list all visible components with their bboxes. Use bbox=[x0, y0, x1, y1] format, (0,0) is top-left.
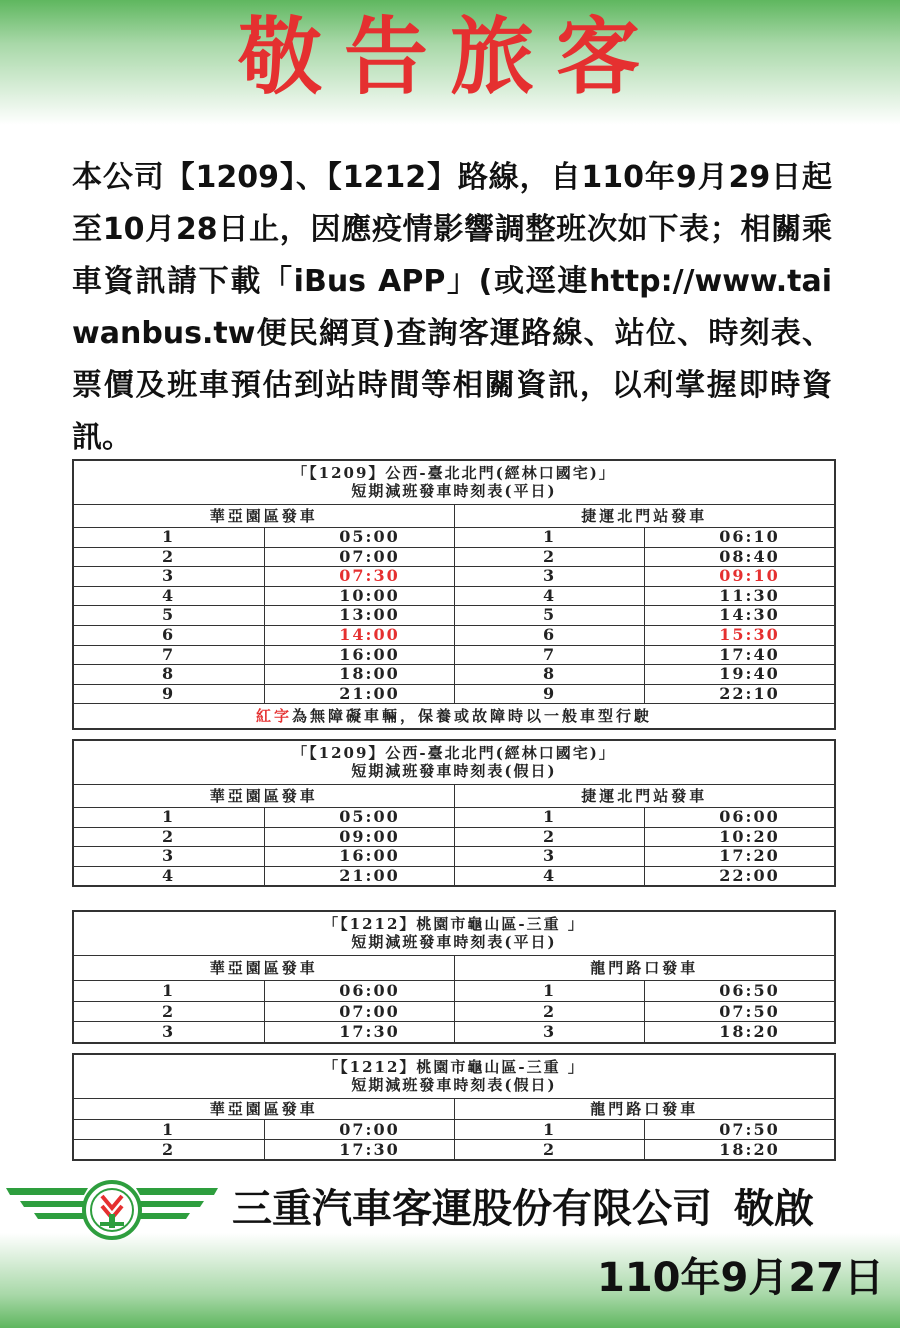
right-departure-time: 14:30 bbox=[644, 606, 834, 625]
left-trip-number: 3 bbox=[162, 566, 176, 586]
schedule-rows bbox=[74, 808, 834, 885]
column-headers bbox=[74, 956, 834, 981]
table-subtitle: 短期減班發車時刻表(平日) bbox=[351, 482, 557, 500]
left-origin-header: 華亞園區發車 bbox=[209, 507, 318, 525]
left-departure-time: 07:00 bbox=[264, 1002, 454, 1022]
right-departure-time: 17:20 bbox=[644, 847, 834, 866]
schedule-row bbox=[74, 1140, 834, 1159]
right-trip-number: 1 bbox=[454, 981, 644, 1001]
left-departure-time: 21:00 bbox=[264, 867, 454, 886]
schedule-row bbox=[74, 626, 834, 646]
left-departure-time: 14:00 bbox=[264, 626, 454, 645]
signoff: 敬啟 bbox=[734, 1186, 814, 1232]
right-trip-number: 6 bbox=[454, 626, 644, 645]
right-trip-number: 1 bbox=[454, 1120, 644, 1139]
table-subtitle: 短期減班發車時刻表(假日) bbox=[351, 1076, 557, 1094]
left-origin-header: 華亞園區發車 bbox=[209, 1100, 318, 1118]
column-headers bbox=[74, 785, 834, 808]
left-departure-time: 17:30 bbox=[264, 1140, 454, 1159]
right-departure-time: 10:20 bbox=[644, 828, 834, 847]
right-trip-number: 5 bbox=[454, 606, 644, 625]
left-departure-time: 09:00 bbox=[264, 828, 454, 847]
column-headers bbox=[74, 505, 834, 528]
right-departure-time: 07:50 bbox=[644, 1002, 834, 1022]
schedule-row bbox=[74, 606, 834, 626]
left-trip-number: 3 bbox=[162, 1022, 176, 1042]
schedule-row bbox=[74, 567, 834, 587]
right-departure-time: 08:40 bbox=[644, 548, 834, 567]
right-departure-time: 06:00 bbox=[644, 808, 834, 827]
right-departure-time: 09:10 bbox=[644, 567, 834, 586]
right-trip-number: 3 bbox=[454, 847, 644, 866]
notice-title: 敬告旅客 bbox=[237, 8, 662, 106]
route-name: 「【1212】桃園市龜山區-三重 」 bbox=[323, 1058, 585, 1076]
left-origin-header: 華亞園區發車 bbox=[209, 959, 318, 977]
left-departure-time: 07:30 bbox=[264, 567, 454, 586]
left-departure-time: 13:00 bbox=[264, 606, 454, 625]
left-trip-number: 2 bbox=[162, 546, 176, 566]
right-departure-time: 06:50 bbox=[644, 981, 834, 1001]
right-departure-time: 22:00 bbox=[644, 867, 834, 886]
note-text: 為無障礙車輛，保養或故障時以一般車型行駛 bbox=[292, 707, 653, 726]
schedule-row bbox=[74, 548, 834, 568]
left-trip-number: 1 bbox=[162, 981, 176, 1000]
schedule-row bbox=[74, 1120, 834, 1140]
right-trip-number: 2 bbox=[454, 1002, 644, 1022]
right-trip-number: 7 bbox=[454, 646, 644, 665]
left-departure-time: 10:00 bbox=[264, 587, 454, 606]
column-headers bbox=[74, 1099, 834, 1120]
left-trip-number: 4 bbox=[162, 865, 176, 885]
schedule-row bbox=[74, 587, 834, 607]
schedule-row bbox=[74, 847, 834, 867]
company-name: 三重汽車客運股份有限公司 bbox=[232, 1186, 712, 1232]
left-departure-time: 17:30 bbox=[264, 1022, 454, 1042]
left-trip-number: 7 bbox=[162, 644, 176, 664]
schedule-row bbox=[74, 867, 834, 886]
left-departure-time: 06:00 bbox=[264, 981, 454, 1001]
schedule-row bbox=[74, 685, 834, 704]
right-departure-time: 18:20 bbox=[644, 1140, 834, 1159]
right-departure-time: 19:40 bbox=[644, 665, 834, 684]
right-departure-time: 07:50 bbox=[644, 1120, 834, 1139]
left-departure-time: 05:00 bbox=[264, 808, 454, 827]
schedule-rows bbox=[74, 528, 834, 703]
right-origin-header: 捷運北門站發車 bbox=[454, 505, 835, 527]
right-departure-time: 06:10 bbox=[644, 528, 834, 547]
right-departure-time: 11:30 bbox=[644, 587, 834, 606]
table-heading bbox=[74, 912, 834, 956]
left-trip-number: 1 bbox=[162, 527, 176, 546]
right-departure-time: 22:10 bbox=[644, 685, 834, 704]
left-trip-number: 2 bbox=[162, 1140, 176, 1159]
right-origin-header: 龍門路口發車 bbox=[454, 1099, 835, 1119]
right-departure-time: 17:40 bbox=[644, 646, 834, 665]
notice-date: 110年9月27日 bbox=[597, 1255, 884, 1301]
left-departure-time: 16:00 bbox=[264, 646, 454, 665]
right-trip-number: 2 bbox=[454, 548, 644, 567]
table-heading bbox=[74, 741, 834, 785]
schedule-row bbox=[74, 808, 834, 828]
left-trip-number: 1 bbox=[162, 807, 176, 826]
timetable-1209-holiday bbox=[72, 739, 836, 887]
left-trip-number: 2 bbox=[162, 826, 176, 846]
right-trip-number: 4 bbox=[454, 867, 644, 886]
route-name: 「【1209】公西-臺北北門(經林口國宅)」 bbox=[292, 744, 616, 762]
schedule-row bbox=[74, 1002, 834, 1023]
right-trip-number: 4 bbox=[454, 587, 644, 606]
notice-body: 本公司【1209】、【1212】路線，自110年9月29日起至10月28日止，因應疫情影響調整班次如下表；相關乘車資訊請下載「iBus APP」(或逕連http://www.taiwanbus.tw便民網頁)查詢客運路線、站位、時刻表、票價及班車預估到站時間等相關資訊，以利掌握即時資訊。 bbox=[72, 160, 832, 455]
table-heading bbox=[74, 1055, 834, 1099]
note-red-text: 紅字 bbox=[255, 707, 292, 726]
route-name: 「【1209】公西-臺北北門(經林口國宅)」 bbox=[292, 464, 616, 482]
schedule-row bbox=[74, 981, 834, 1002]
right-trip-number: 3 bbox=[454, 1022, 644, 1042]
schedule-row bbox=[74, 1022, 834, 1042]
schedule-rows bbox=[74, 1120, 834, 1159]
right-trip-number: 8 bbox=[454, 665, 644, 684]
right-trip-number: 1 bbox=[454, 808, 644, 827]
schedule-row bbox=[74, 665, 834, 685]
timetable-1212-weekday bbox=[72, 910, 836, 1044]
right-departure-time: 18:20 bbox=[644, 1022, 834, 1042]
right-trip-number: 2 bbox=[454, 1140, 644, 1159]
right-trip-number: 9 bbox=[454, 685, 644, 704]
schedule-row bbox=[74, 646, 834, 666]
accessibility-note bbox=[74, 703, 834, 728]
left-trip-number: 4 bbox=[162, 585, 176, 605]
schedule-row bbox=[74, 528, 834, 548]
route-name: 「【1212】桃園市龜山區-三重 」 bbox=[323, 915, 585, 933]
right-trip-number: 1 bbox=[454, 528, 644, 547]
left-departure-time: 18:00 bbox=[264, 665, 454, 684]
left-trip-number: 9 bbox=[162, 683, 176, 703]
left-departure-time: 21:00 bbox=[264, 685, 454, 704]
left-departure-time: 07:00 bbox=[264, 548, 454, 567]
timetable-1212-holiday bbox=[72, 1053, 836, 1161]
right-trip-number: 3 bbox=[454, 567, 644, 586]
left-trip-number: 6 bbox=[162, 624, 176, 644]
table-heading bbox=[74, 461, 834, 505]
right-origin-header: 捷運北門站發車 bbox=[454, 785, 835, 807]
schedule-rows bbox=[74, 981, 834, 1042]
company-wings-logo-icon bbox=[6, 1178, 218, 1242]
right-origin-header: 龍門路口發車 bbox=[454, 956, 835, 980]
timetable-1209-weekday bbox=[72, 459, 836, 730]
left-origin-header: 華亞園區發車 bbox=[209, 787, 318, 805]
left-departure-time: 05:00 bbox=[264, 528, 454, 547]
left-trip-number: 1 bbox=[162, 1120, 176, 1139]
schedule-row bbox=[74, 828, 834, 848]
table-subtitle: 短期減班發車時刻表(假日) bbox=[351, 762, 557, 780]
company-signature bbox=[232, 1178, 892, 1240]
left-trip-number: 8 bbox=[162, 664, 176, 684]
right-trip-number: 2 bbox=[454, 828, 644, 847]
left-departure-time: 07:00 bbox=[264, 1120, 454, 1139]
left-trip-number: 3 bbox=[162, 846, 176, 866]
left-trip-number: 2 bbox=[162, 1001, 176, 1021]
left-departure-time: 16:00 bbox=[264, 847, 454, 866]
right-departure-time: 15:30 bbox=[644, 626, 834, 645]
left-trip-number: 5 bbox=[162, 605, 176, 625]
table-subtitle: 短期減班發車時刻表(平日) bbox=[351, 933, 557, 951]
